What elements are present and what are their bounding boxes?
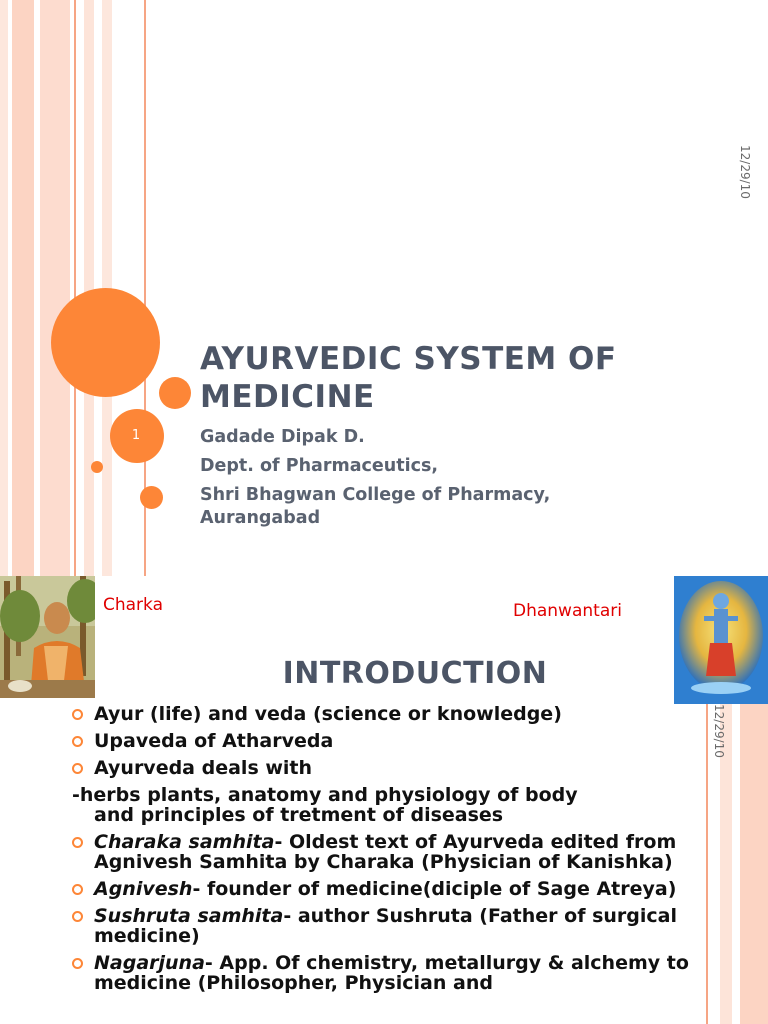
list-item	[72, 785, 692, 825]
decor-circle-large	[51, 288, 160, 397]
bullet-term: Nagarjuna	[94, 952, 205, 974]
bullet-text-continued: and principles of tretment of diseases	[94, 804, 504, 826]
bullet-icon	[72, 884, 83, 895]
decor-stripe	[74, 0, 76, 576]
decor-circle-dot	[91, 461, 103, 473]
bullet-term: Charaka samhita	[94, 831, 275, 853]
slide-number: 1	[131, 428, 141, 443]
bullet-text: - Oldest text of Ayurveda edited from Agnivesh Samhita by Charaka (Physician of Kanishka)	[94, 831, 677, 873]
city: Aurangabad	[200, 508, 321, 528]
list-item	[72, 953, 692, 993]
decor-circle-small	[140, 486, 163, 509]
slide-date: 12/29/10	[738, 145, 752, 199]
bullet-text: Ayur (life) and veda (science or knowledge)	[94, 703, 562, 725]
college: Shri Bhagwan College of Pharmacy,	[200, 485, 551, 505]
decor-stripe	[0, 0, 8, 576]
introduction-slide	[0, 576, 768, 1024]
list-item	[72, 879, 692, 899]
slide-date: 12/29/10	[712, 704, 726, 758]
bullet-list	[72, 704, 692, 1000]
bullet-icon	[72, 763, 83, 774]
bullet-icon	[72, 837, 83, 848]
charka-caption: Charka	[103, 595, 164, 615]
decor-stripe	[40, 0, 70, 576]
bullet-text: - founder of medicine(diciple of Sage Atreya)	[192, 878, 677, 900]
bullet-icon	[72, 709, 83, 720]
bullet-term: Sushruta samhita	[94, 905, 284, 927]
bullet-text: - App. Of chemistry, metallurgy & alchemy to medicine (Philosopher, Physician and	[94, 952, 689, 994]
list-item	[72, 758, 692, 778]
slide-title: INTRODUCTION	[282, 656, 548, 691]
author-name: Gadade Dipak D.	[200, 427, 365, 447]
decor-circle-small	[159, 377, 191, 409]
list-item	[72, 906, 692, 946]
list-item	[72, 704, 692, 724]
bullet-icon	[72, 911, 83, 922]
bullet-text: -herbs plants, anatomy and physiology of body	[72, 784, 578, 806]
list-item	[72, 832, 692, 872]
bullet-text: Upaveda of Atharveda	[94, 730, 334, 752]
list-item	[72, 731, 692, 751]
bullet-text: Ayurveda deals with	[94, 757, 313, 779]
dhanwantari-caption: Dhanwantari	[513, 601, 622, 621]
bullet-icon	[72, 736, 83, 747]
decor-stripe	[84, 0, 94, 576]
decor-stripe	[12, 0, 34, 576]
bullet-text: - author Sushruta (Father of surgical medicine)	[94, 905, 677, 947]
bullet-term: Agnivesh	[94, 878, 193, 900]
bullet-icon	[72, 958, 83, 969]
slide-title: AYURVEDIC SYSTEM OF MEDICINE	[200, 341, 617, 415]
department: Dept. of Pharmaceutics,	[200, 456, 439, 476]
